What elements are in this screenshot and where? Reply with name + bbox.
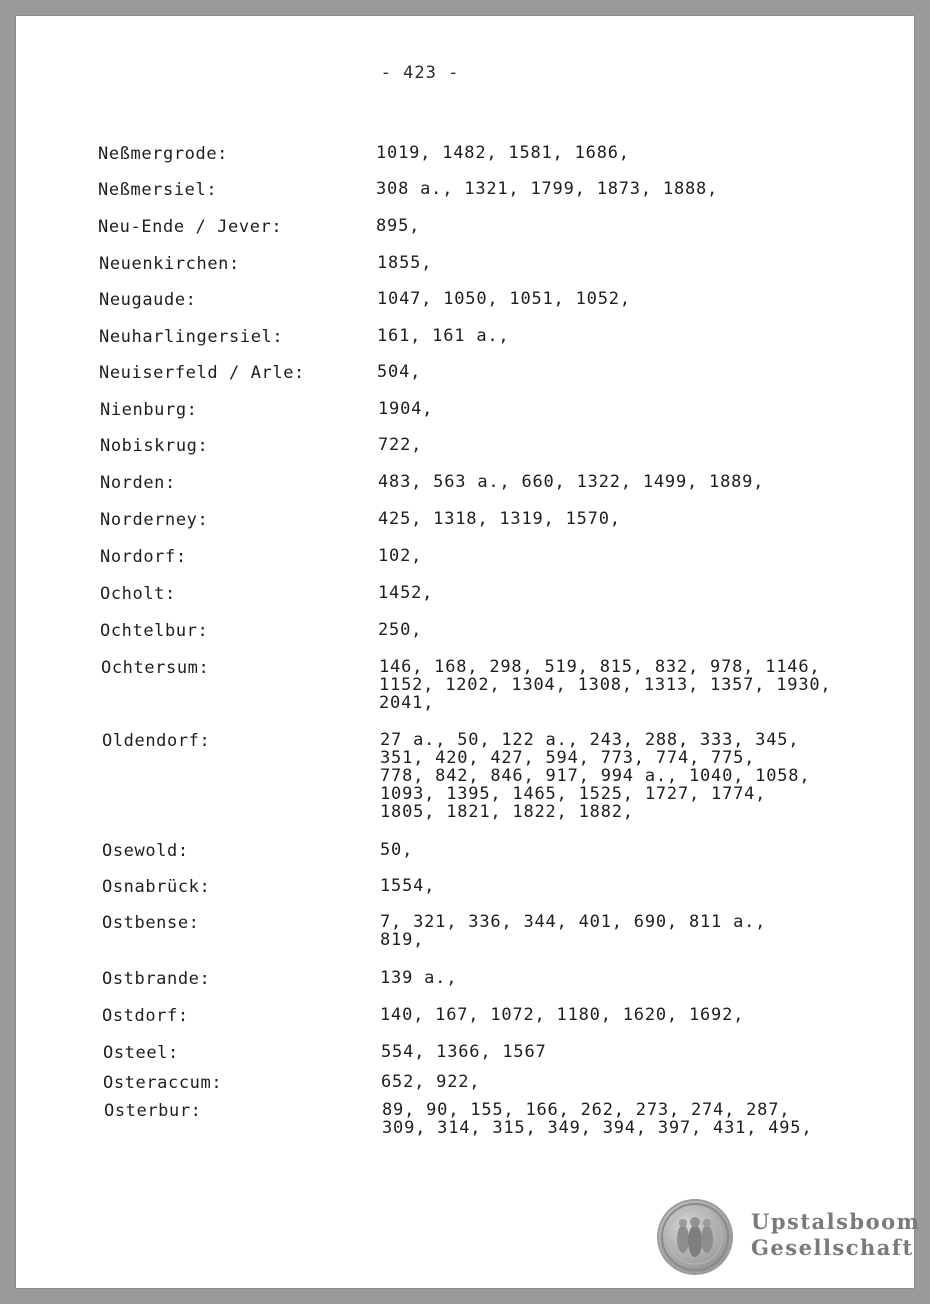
place-name: Ocholt: (100, 584, 176, 604)
page-references: 308 a., 1321, 1799, 1873, 1888, (376, 179, 719, 199)
page-references: 652, 922, (381, 1072, 481, 1092)
document-page (15, 15, 921, 1289)
page-references: 146, 168, 298, 519, 815, 832, 978, 1146, 1152, 1202, 1304, 1308, 1313, 1357, 1930, 2041, (379, 657, 832, 713)
place-name: Ostdorf: (102, 1006, 189, 1026)
place-name: Oldendorf: (102, 731, 211, 751)
society-logo (659, 1201, 919, 1277)
place-name: Neuharlingersiel: (99, 327, 284, 347)
place-name: Osewold: (102, 841, 189, 861)
place-name: Osteraccum: (103, 1073, 223, 1093)
place-name: Osterbur: (104, 1101, 202, 1121)
page-references: 1855, (377, 253, 433, 273)
page-references: 27 a., 50, 122 a., 243, 288, 333, 345, 351, 420, 427, 594, 773, 774, 775, 778, 842, 846, 917, 994 a., 1040, 1058, 1093, 1395, 1465, 1525, 1727, 1774, 1805, 1821, 1822, 1882, (380, 730, 811, 822)
place-name: Neugaude: (99, 290, 197, 310)
place-name: Ochtersum: (101, 658, 210, 678)
page-references: 161, 161 a., (377, 326, 510, 346)
place-name: Ochtelbur: (100, 621, 209, 641)
page-references: 1047, 1050, 1051, 1052, (377, 289, 631, 309)
page-references: 89, 90, 155, 166, 262, 273, 274, 287, 309, 314, 315, 349, 394, 397, 431, 495, (382, 1100, 813, 1138)
logo-text-line1: Upstalsboom (751, 1209, 921, 1234)
page-references: 722, (378, 435, 423, 455)
logo-text-line2: Gesellschaft (751, 1235, 914, 1260)
page-references: 102, (378, 546, 423, 566)
page-references: 1554, (380, 876, 436, 896)
page-references: 483, 563 a., 660, 1322, 1499, 1889, (378, 472, 765, 492)
page-references: 139 a., (380, 968, 458, 988)
place-name: Nobiskrug: (100, 436, 209, 456)
place-name: Neuiserfeld / Arle: (99, 363, 305, 383)
page-references: 895, (376, 216, 421, 236)
page-references: 1019, 1482, 1581, 1686, (376, 143, 630, 163)
place-name: Nordorf: (100, 547, 187, 567)
page-references: 1452, (378, 583, 434, 603)
index-entries (15, 15, 915, 1195)
page-references: 140, 167, 1072, 1180, 1620, 1692, (380, 1005, 745, 1025)
page-references: 1904, (378, 399, 434, 419)
page-references: 50, (380, 840, 414, 860)
page-references: 250, (378, 620, 423, 640)
place-name: Ostbense: (102, 913, 200, 933)
page-references: 425, 1318, 1319, 1570, (378, 509, 621, 529)
place-name: Neßmersiel: (98, 180, 218, 200)
page-references: 504, (377, 362, 422, 382)
place-name: Norderney: (100, 510, 209, 530)
place-name: Ostbrande: (102, 969, 211, 989)
place-name: Neuenkirchen: (99, 254, 240, 274)
place-name: Neu-Ende / Jever: (98, 217, 283, 237)
place-name: Osteel: (103, 1043, 179, 1063)
page-references: 554, 1366, 1567 (381, 1042, 547, 1062)
page-references: 7, 321, 336, 344, 401, 690, 811 a., 819, (380, 912, 767, 950)
page-number: - 423 - (380, 63, 460, 83)
place-name: Norden: (100, 473, 176, 493)
place-name: Osnabrück: (102, 877, 211, 897)
place-name: Nienburg: (100, 400, 198, 420)
seal-icon (659, 1201, 731, 1273)
place-name: Neßmergrode: (98, 144, 229, 164)
